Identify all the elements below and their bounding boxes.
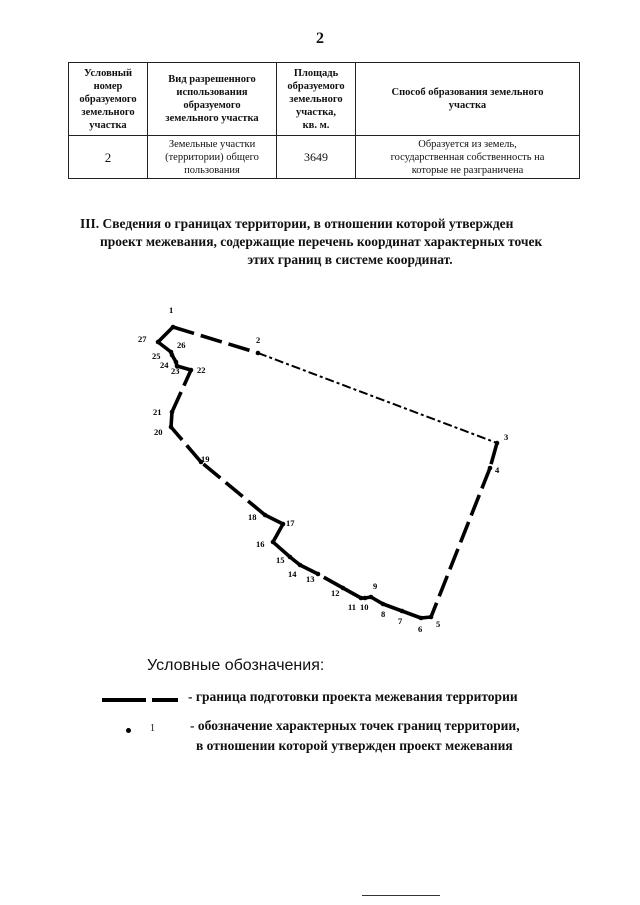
- boundary-point: [263, 513, 268, 518]
- boundary-segment: [258, 353, 497, 443]
- boundary-point: [189, 368, 194, 373]
- point-label-11: 11: [348, 602, 357, 612]
- boundary-point: [271, 540, 276, 545]
- boundary-segment: [273, 524, 283, 542]
- boundary-point: [381, 602, 386, 607]
- boundary-point: [400, 609, 405, 614]
- point-label-22: 22: [197, 365, 206, 375]
- boundary-segment: [173, 327, 261, 353]
- cell-area: 3649: [277, 136, 356, 179]
- page-number: 2: [316, 30, 324, 47]
- boundary-point: [429, 615, 434, 620]
- point-label-7: 7: [398, 616, 403, 626]
- point-label-2: 2: [256, 335, 261, 345]
- legend-point-label: [190, 716, 520, 756]
- legend-point-number: 1: [150, 723, 155, 734]
- boundary-segment: [402, 611, 421, 618]
- boundary-segment: [318, 574, 343, 588]
- boundary-segment: [383, 604, 402, 611]
- boundary-point: [288, 555, 293, 560]
- point-label-9: 9: [373, 581, 378, 591]
- table-row: [69, 136, 580, 179]
- boundary-point: [169, 350, 174, 355]
- boundary-segment: [343, 588, 361, 598]
- header-parcel-number: Условный номер образуемого земельного участка: [69, 63, 148, 136]
- boundary-point: [171, 325, 176, 330]
- boundary-segment: [158, 327, 173, 342]
- point-label-4: 4: [495, 465, 500, 475]
- point-label-15: 15: [276, 555, 285, 565]
- parcel-table: [68, 62, 580, 179]
- boundary-segment: [201, 462, 265, 515]
- header-area: Площадь образуемого земельного участка, кв. м.: [277, 63, 356, 136]
- boundary-segment: [172, 370, 191, 412]
- boundary-point: [170, 410, 175, 415]
- point-label-13: 13: [306, 574, 315, 584]
- footer-rule: [362, 895, 440, 896]
- boundary-segment: [431, 468, 490, 617]
- boundary-segment: [171, 427, 201, 462]
- boundary-point: [316, 572, 321, 577]
- point-label-17: 17: [286, 518, 295, 528]
- boundary-segment: [265, 515, 283, 524]
- boundary-point: [369, 595, 374, 600]
- table-header-row: [69, 63, 580, 136]
- header-permitted-use: Вид разрешенного использования образуемого земельного участка: [148, 63, 277, 136]
- point-label-21: 21: [153, 407, 162, 417]
- boundary-scheme: [120, 295, 520, 640]
- legend-point-marker: [126, 728, 131, 733]
- boundary-segment: [300, 565, 318, 574]
- legend-point-label-line-1: - обозначение характерных точек границ территории,: [190, 718, 520, 733]
- point-label-5: 5: [436, 619, 441, 629]
- section-title-line-1: III. Сведения о границах территории, в отношении которой утвержден: [80, 216, 514, 231]
- boundary-point: [363, 596, 368, 601]
- point-label-3: 3: [504, 432, 509, 442]
- point-label-18: 18: [248, 512, 257, 522]
- legend-title: Условные обозначения:: [147, 657, 325, 674]
- boundary-points: [156, 325, 500, 621]
- boundary-point: [419, 616, 424, 621]
- boundary-point: [488, 466, 493, 471]
- point-label-20: 20: [154, 427, 163, 437]
- point-label-1: 1: [169, 305, 174, 315]
- boundary-point: [156, 340, 161, 345]
- point-label-24: 24: [160, 360, 169, 370]
- boundary-point: [174, 360, 179, 365]
- header-formation-method: Способ образования земельного участка: [356, 63, 580, 136]
- point-label-14: 14: [288, 569, 297, 579]
- cell-formation-method: Образуется из земель, государственная собственность на которые не разграничена: [356, 136, 580, 179]
- boundary-point: [298, 563, 303, 568]
- boundary-point: [495, 441, 500, 446]
- boundary-lines: [158, 327, 497, 618]
- point-label-16: 16: [256, 539, 265, 549]
- boundary-point: [256, 351, 261, 356]
- boundary-point: [341, 586, 346, 591]
- section-title-line-2: проект межевания, содержащие перечень координат характерных точек: [100, 234, 543, 249]
- boundary-point: [281, 522, 286, 527]
- point-label-6: 6: [418, 624, 423, 634]
- boundary-point: [169, 425, 174, 430]
- point-label-10: 10: [360, 602, 369, 612]
- point-label-12: 12: [331, 588, 340, 598]
- legend-point-label-line-2: в отношении которой утвержден проект межевания: [196, 738, 513, 753]
- cell-parcel-number: 2: [69, 136, 148, 179]
- point-label-26: 26: [177, 340, 186, 350]
- boundary-point: [359, 596, 364, 601]
- cell-permitted-use: Земельные участки (территории) общего пользования: [148, 136, 277, 179]
- boundary-labels: [138, 305, 508, 634]
- point-label-25: 25: [152, 351, 161, 361]
- point-label-8: 8: [381, 609, 386, 619]
- point-label-19: 19: [201, 454, 210, 464]
- section-title: [80, 215, 600, 269]
- section-title-line-3: этих границ в системе координат.: [247, 252, 453, 267]
- point-label-27: 27: [138, 334, 147, 344]
- legend-line-sample: [100, 697, 180, 703]
- legend-line-label: - граница подготовки проекта межевания территории: [188, 689, 518, 704]
- point-label-23: 23: [171, 366, 180, 376]
